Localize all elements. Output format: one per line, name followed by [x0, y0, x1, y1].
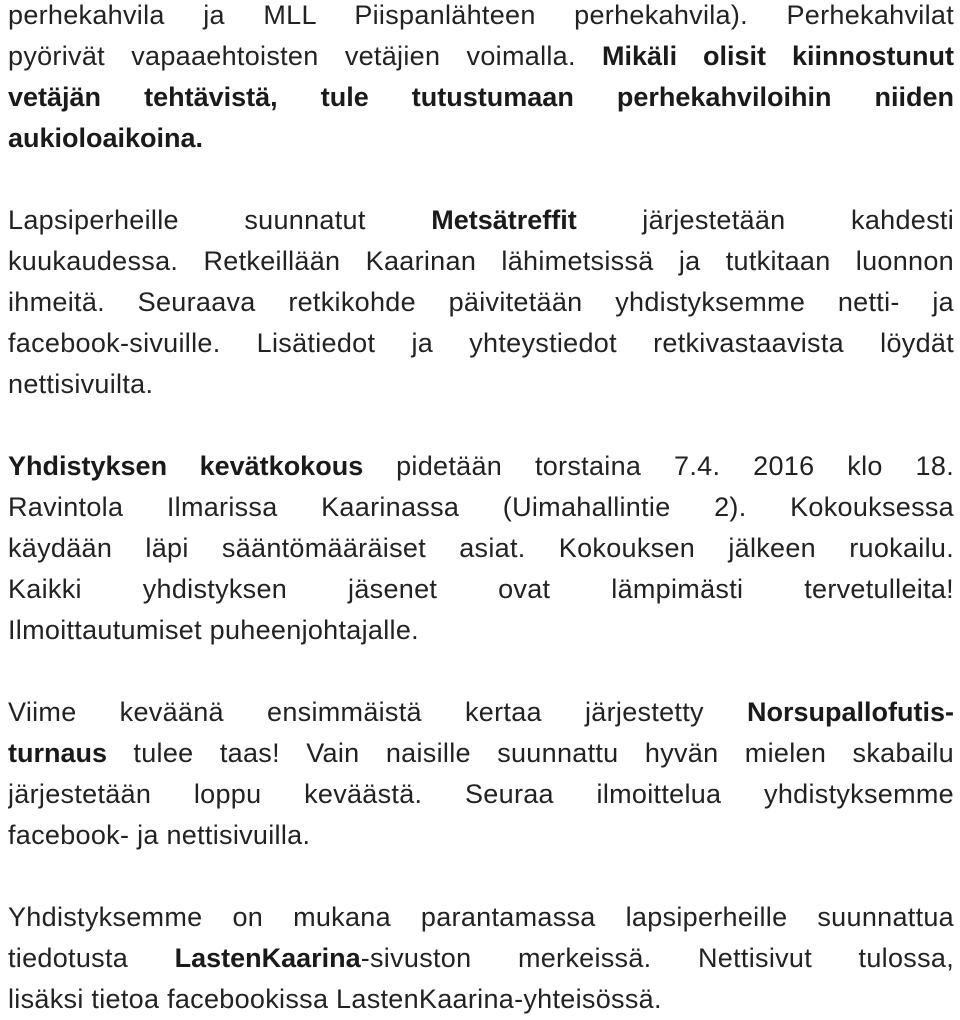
text-line: [8, 282, 954, 323]
body-text: Lapsiperheille suunnatut: [8, 205, 432, 235]
bold-text: aukioloaikoina.: [8, 123, 204, 153]
text-line: [8, 241, 954, 282]
text-line: [8, 897, 954, 938]
paragraph-perhekahvila: [8, 0, 954, 159]
bold-text: LastenKaarina: [174, 943, 361, 973]
body-text: facebook- ja nettisivuilla.: [8, 820, 311, 850]
body-text: pidetään torstaina 7.4. 2016 klo 18.: [363, 451, 954, 481]
text-line: [8, 610, 954, 651]
body-text: järjestetään loppu keväästä. Seuraa ilmoittelua yhdistyksemme: [8, 779, 954, 809]
paragraph-spacer: [8, 651, 954, 692]
paragraph-norsupallo: [8, 692, 954, 856]
body-text: Viime keväänä ensimmäistä kertaa järjestetty: [8, 697, 747, 727]
paragraph-spacer: [8, 159, 954, 200]
text-line: [8, 364, 954, 405]
bold-text: vetäjän tehtävistä, tule tutustumaan perhekahviloihin niiden: [8, 82, 954, 112]
text-line: [8, 692, 954, 733]
body-text: Kaikki yhdistyksen jäsenet ovat lämpimästi tervetulleita!: [8, 574, 954, 604]
text-line: [8, 733, 954, 774]
body-text: facebook-sivuille. Lisätiedot ja yhteystiedot retkivastaavista löydät: [8, 328, 954, 358]
bold-text: Mikäli olisit kiinnostunut: [602, 41, 954, 71]
body-text: Ilmoittautumiset puheenjohtajalle.: [8, 615, 419, 645]
document-page: [8, 0, 954, 1020]
body-text: ihmeitä. Seuraava retkikohde päivitetään yhdistyksemme netti- ja: [8, 287, 954, 317]
bold-text: Norsupallofutis-: [747, 697, 954, 727]
paragraph-spacer: [8, 405, 954, 446]
text-line: [8, 774, 954, 815]
body-text: käydään läpi sääntömääräiset asiat. Kokouksen jälkeen ruokailu.: [8, 533, 954, 563]
body-text: kuukaudessa. Retkeillään Kaarinan lähimetsissä ja tutkitaan luonnon: [8, 246, 954, 276]
text-line: [8, 815, 954, 856]
body-text: -sivuston merkeissä. Nettisivut tulossa,: [360, 943, 954, 973]
paragraph-lastenkaarina: [8, 897, 954, 1020]
text-line: [8, 77, 954, 118]
body-text: Ravintola Ilmarissa Kaarinassa (Uimahallintie 2). Kokouksessa: [8, 492, 954, 522]
text-line: [8, 938, 954, 979]
text-line: [8, 36, 954, 77]
body-text: pyörivät vapaaehtoisten vetäjien voimalla.: [8, 41, 603, 71]
body-text: Yhdistyksemme on mukana parantamassa lapsiperheille suunnattua: [8, 902, 954, 932]
text-line: [8, 200, 954, 241]
body-text: lisäksi tietoa facebookissa LastenKaarina-yhteisössä.: [8, 984, 662, 1014]
text-line: [8, 323, 954, 364]
text-line: [8, 487, 954, 528]
bold-text: Yhdistyksen kevätkokous: [8, 451, 364, 481]
text-line: [8, 118, 954, 159]
text-line: [8, 446, 954, 487]
document-body: [8, 0, 954, 1020]
body-text: tiedotusta: [8, 943, 175, 973]
body-text: järjestetään kahdesti: [576, 205, 954, 235]
paragraph-metsatreffit: [8, 200, 954, 405]
text-line: [8, 528, 954, 569]
body-text: perhekahvila ja MLL Piispanlähteen perhekahvila). Perhekahvilat: [8, 0, 954, 30]
bold-text: Metsätreffit: [431, 205, 577, 235]
text-line: [8, 569, 954, 610]
text-line: [8, 0, 954, 36]
paragraph-kevatkokous: [8, 446, 954, 651]
bold-text: turnaus: [8, 738, 108, 768]
paragraph-spacer: [8, 856, 954, 897]
body-text: nettisivuilta.: [8, 369, 154, 399]
body-text: tulee taas! Vain naisille suunnattu hyvän mielen skabailu: [107, 738, 954, 768]
